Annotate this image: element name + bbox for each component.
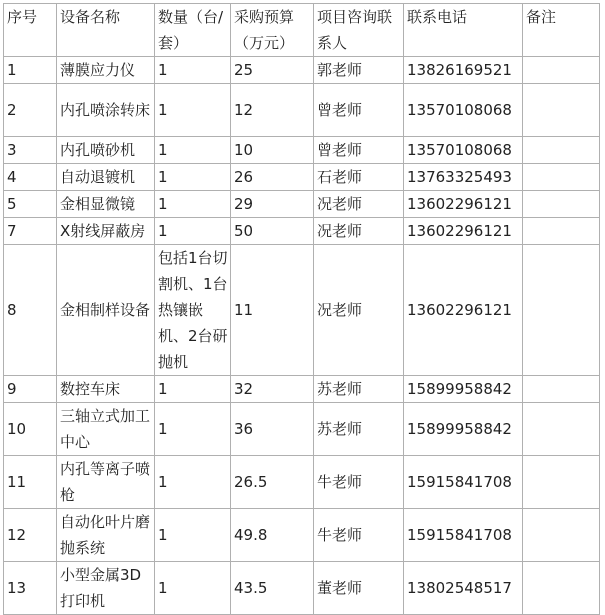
table-row	[4, 376, 600, 403]
cell-device-name: 内孔喷涂转床	[57, 84, 155, 137]
cell-budget: 32	[231, 376, 314, 403]
cell-quantity: 1	[155, 191, 231, 218]
cell-index: 3	[4, 137, 57, 164]
cell-contact: 苏老师	[314, 403, 404, 456]
cell-device-name: 自动化叶片磨抛系统	[57, 509, 155, 562]
cell-device-name: 金相显微镜	[57, 191, 155, 218]
table-row	[4, 403, 600, 456]
cell-budget: 36	[231, 403, 314, 456]
cell-contact: 牛老师	[314, 456, 404, 509]
cell-index: 9	[4, 376, 57, 403]
cell-remarks	[523, 456, 600, 509]
cell-budget: 10	[231, 137, 314, 164]
cell-quantity: 1	[155, 456, 231, 509]
cell-phone: 15899958842	[404, 376, 523, 403]
cell-quantity: 1	[155, 84, 231, 137]
cell-contact: 况老师	[314, 191, 404, 218]
cell-budget: 29	[231, 191, 314, 218]
cell-budget: 11	[231, 245, 314, 376]
cell-quantity: 1	[155, 509, 231, 562]
cell-quantity: 1	[155, 137, 231, 164]
header-index: 序号	[4, 4, 57, 57]
cell-remarks	[523, 57, 600, 84]
cell-remarks	[523, 245, 600, 376]
cell-remarks	[523, 84, 600, 137]
cell-device-name: 自动退镀机	[57, 164, 155, 191]
cell-device-name: 金相制样设备	[57, 245, 155, 376]
cell-budget: 12	[231, 84, 314, 137]
header-remarks: 备注	[523, 4, 600, 57]
cell-contact: 况老师	[314, 218, 404, 245]
cell-phone: 13763325493	[404, 164, 523, 191]
header-budget: 采购预算（万元）	[231, 4, 314, 57]
cell-quantity: 1	[155, 218, 231, 245]
cell-remarks	[523, 376, 600, 403]
cell-device-name: 数控车床	[57, 376, 155, 403]
cell-quantity: 包括1台切割机、1台热镶嵌机、2台研抛机	[155, 245, 231, 376]
cell-index: 5	[4, 191, 57, 218]
table-row	[4, 218, 600, 245]
cell-phone: 13570108068	[404, 84, 523, 137]
cell-device-name: 薄膜应力仪	[57, 57, 155, 84]
cell-remarks	[523, 562, 600, 615]
cell-budget: 26	[231, 164, 314, 191]
cell-quantity: 1	[155, 164, 231, 191]
table-row	[4, 562, 600, 615]
cell-device-name: 小型金属3D打印机	[57, 562, 155, 615]
cell-contact: 牛老师	[314, 509, 404, 562]
cell-budget: 26.5	[231, 456, 314, 509]
table-row	[4, 164, 600, 191]
equipment-table	[3, 3, 600, 615]
cell-contact: 苏老师	[314, 376, 404, 403]
cell-remarks	[523, 509, 600, 562]
cell-contact: 石老师	[314, 164, 404, 191]
cell-phone: 15899958842	[404, 403, 523, 456]
cell-contact: 况老师	[314, 245, 404, 376]
table-row	[4, 137, 600, 164]
header-quantity: 数量（台/套）	[155, 4, 231, 57]
cell-quantity: 1	[155, 562, 231, 615]
cell-contact: 郭老师	[314, 57, 404, 84]
header-phone: 联系电话	[404, 4, 523, 57]
cell-phone: 15915841708	[404, 456, 523, 509]
table-row	[4, 509, 600, 562]
header-device-name: 设备名称	[57, 4, 155, 57]
table-row	[4, 245, 600, 376]
cell-contact: 董老师	[314, 562, 404, 615]
cell-phone: 13602296121	[404, 218, 523, 245]
cell-device-name: X射线屏蔽房	[57, 218, 155, 245]
cell-budget: 25	[231, 57, 314, 84]
table-row	[4, 456, 600, 509]
cell-index: 12	[4, 509, 57, 562]
cell-phone: 13802548517	[404, 562, 523, 615]
table-header-row	[4, 4, 600, 57]
cell-index: 2	[4, 84, 57, 137]
cell-index: 13	[4, 562, 57, 615]
cell-device-name: 内孔等离子喷枪	[57, 456, 155, 509]
cell-index: 4	[4, 164, 57, 191]
cell-device-name: 三轴立式加工中心	[57, 403, 155, 456]
cell-remarks	[523, 218, 600, 245]
cell-budget: 49.8	[231, 509, 314, 562]
cell-quantity: 1	[155, 57, 231, 84]
cell-phone: 13570108068	[404, 137, 523, 164]
cell-contact: 曾老师	[314, 84, 404, 137]
table-row	[4, 191, 600, 218]
cell-remarks	[523, 191, 600, 218]
cell-contact: 曾老师	[314, 137, 404, 164]
cell-index: 10	[4, 403, 57, 456]
cell-phone: 13602296121	[404, 191, 523, 218]
cell-index: 11	[4, 456, 57, 509]
cell-phone: 13826169521	[404, 57, 523, 84]
cell-budget: 43.5	[231, 562, 314, 615]
cell-quantity: 1	[155, 403, 231, 456]
cell-phone: 15915841708	[404, 509, 523, 562]
cell-phone: 13602296121	[404, 245, 523, 376]
cell-budget: 50	[231, 218, 314, 245]
table-row	[4, 84, 600, 137]
cell-remarks	[523, 403, 600, 456]
cell-index: 1	[4, 57, 57, 84]
cell-quantity: 1	[155, 376, 231, 403]
cell-device-name: 内孔喷砂机	[57, 137, 155, 164]
cell-index: 7	[4, 218, 57, 245]
cell-remarks	[523, 164, 600, 191]
header-contact: 项目咨询联系人	[314, 4, 404, 57]
table-row	[4, 57, 600, 84]
cell-remarks	[523, 137, 600, 164]
cell-index: 8	[4, 245, 57, 376]
